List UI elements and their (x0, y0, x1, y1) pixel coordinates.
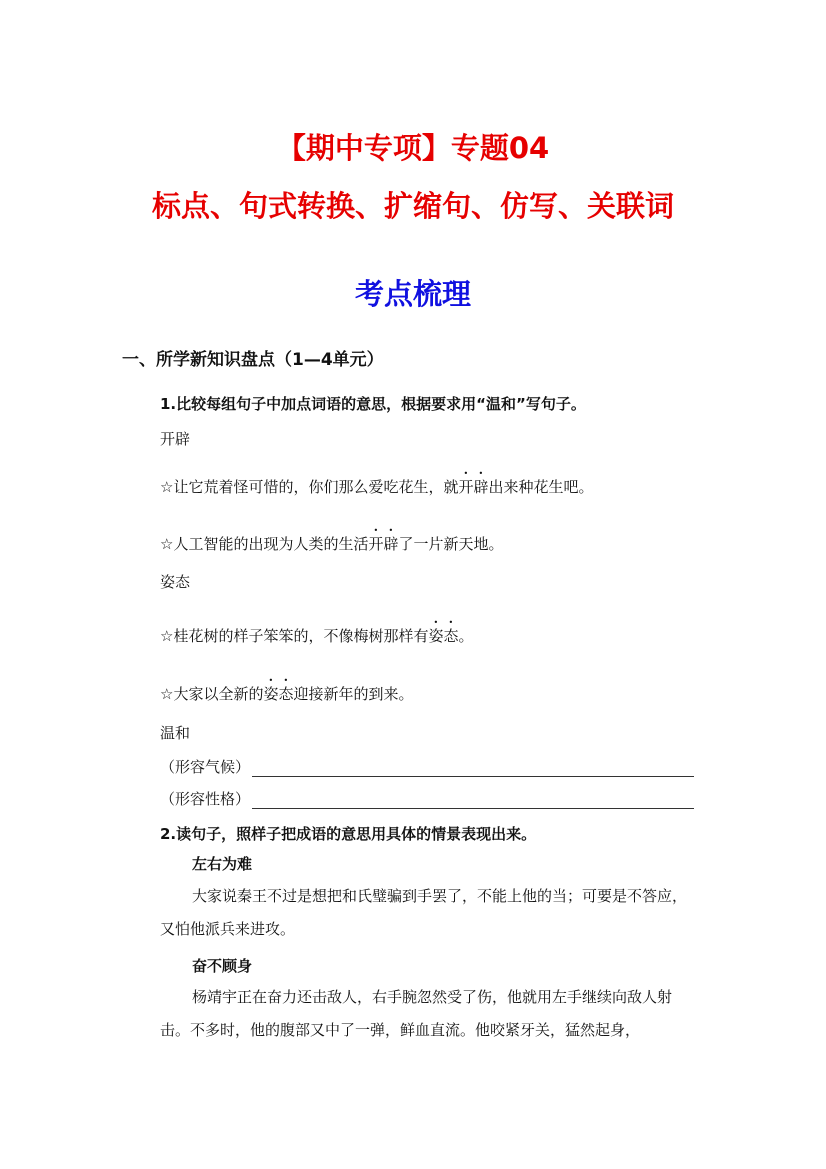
example-sentence (160, 618, 473, 646)
sentence-text: ☆大家以全新的 (160, 685, 264, 703)
blank-label: （形容气候） (160, 758, 251, 776)
dotted-word: 开辟 (458, 478, 489, 496)
dotted-word: 开辟 (368, 535, 399, 553)
answer-blank[interactable] (252, 762, 694, 777)
example-sentence (160, 469, 593, 497)
idiom-paragraph: 杨靖宇正在奋力还击敌人，右手腕忽然受了伤，他就用左手继续向敌人射击。不多时，他的腹部又中了一弹，鲜血直流。他咬紧牙关，猛然起身， (160, 988, 673, 1039)
dotted-word: 姿态 (428, 627, 459, 645)
sentence-text: 迎接新年的到来。 (293, 685, 414, 703)
blank-label: （形容性格） (160, 790, 251, 808)
sentence-text: ☆人工智能的出现为人类的生活 (160, 535, 369, 553)
sentence-text: 出来种花生吧。 (488, 478, 594, 496)
question-2-prompt: 2.读句子，照样子把成语的意思用具体的情景表现出来。 (160, 825, 537, 843)
sentence-text: ☆桂花树的样子笨笨的，不像梅树那样有 (160, 627, 429, 645)
title-line2: 标点、句式转换、扩缩句、仿写、关联词 (151, 189, 674, 223)
subtitle: 考点梳理 (354, 277, 471, 311)
example-sentence (160, 676, 413, 704)
question-1-prompt: 1.比较每组句子中加点词语的意思，根据要求用“温和”写句子。 (160, 395, 586, 413)
example-sentence (160, 526, 503, 554)
word-label: 温和 (160, 724, 191, 742)
idiom-paragraph: 大家说秦王不过是想把和氏璧骗到手罢了，不能上他的当；可要是不答应，又怕他派兵来进攻。 (160, 887, 688, 938)
sentence-text: 。 (458, 627, 474, 645)
dotted-word: 姿态 (263, 685, 294, 703)
section-heading: 一、所学新知识盘点（1—4单元） (122, 350, 384, 370)
title-line1: 【期中专项】专题04 (276, 131, 550, 165)
idiom-label: 左右为难 (192, 855, 253, 873)
answer-blank[interactable] (252, 794, 694, 809)
idiom-label: 奋不顾身 (192, 957, 253, 975)
word-label: 开辟 (160, 430, 191, 448)
answer-row (160, 788, 694, 809)
sentence-text: ☆让它荒着怪可惜的，你们那么爱吃花生，就 (160, 478, 459, 496)
answer-row (160, 756, 694, 777)
word-label: 姿态 (160, 573, 191, 591)
sentence-text: 了一片新天地。 (398, 535, 504, 553)
